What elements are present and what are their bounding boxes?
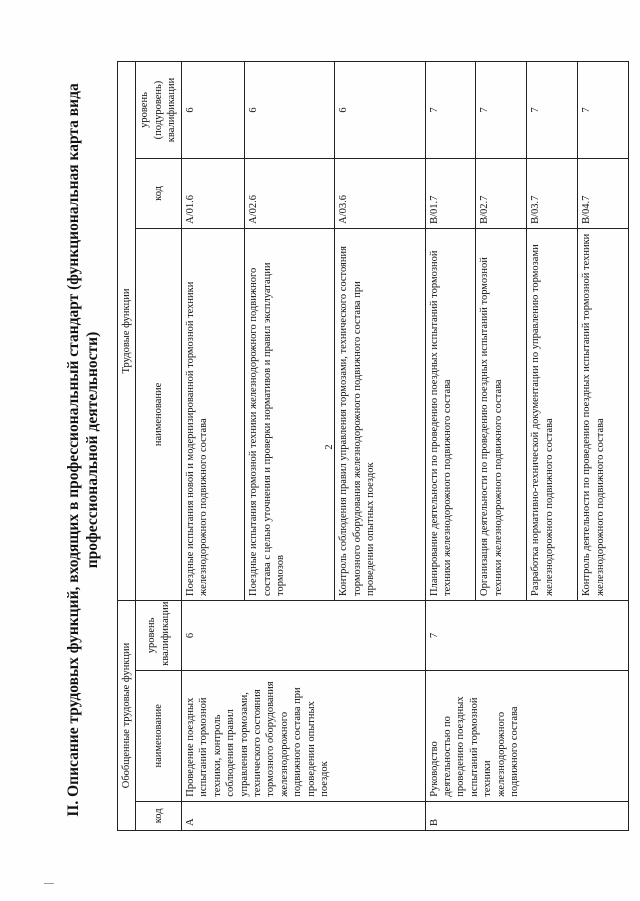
col-header-level: уровень квалификации (136, 600, 181, 670)
col-header-code: код (136, 801, 181, 830)
table-row (181, 62, 244, 831)
function-level-cell: 7 (527, 62, 578, 159)
functional-map-table (117, 61, 629, 831)
function-name-cell: Контроль деятельности по проведению поездных испытаний тормозной техники железнодорожного подвижного состава (578, 228, 629, 600)
table-header-row-group (118, 62, 136, 831)
function-level-cell: 7 (578, 62, 629, 159)
function-code-cell: A/01.6 (181, 159, 244, 229)
group-name-cell: Руководство деятельностью по проведению поездных испытаний тормозной техники железнодорожного подвижного состава (425, 670, 628, 801)
function-name-cell: Разработка нормативно-технической документации по управлению тормозами железнодорожного подвижного состава (527, 228, 578, 600)
section-title: II. Описание трудовых функций, входящих в профессиональный стандарт (функциональная карта вида профессиональной деятельности) (65, 83, 101, 817)
function-code-cell: B/04.7 (578, 159, 629, 229)
page-number: 2 (324, 444, 335, 450)
col-header-tf-name: наименование (136, 228, 181, 600)
function-level-cell: 7 (476, 62, 527, 159)
function-code-cell: A/02.6 (245, 159, 335, 229)
function-code-cell: B/02.7 (476, 159, 527, 229)
table-row (425, 62, 476, 831)
table-header-row-columns (136, 62, 181, 831)
group-level-cell: 6 (181, 600, 425, 670)
function-level-cell: 7 (425, 62, 476, 159)
function-name-cell: Организация деятельности по проведению поездных испытаний тормозной техники железнодорожного подвижного состава (476, 228, 527, 600)
function-name-cell: Планирование деятельности по проведению поездных испытаний тормозной техники железнодорожного подвижного состава (425, 228, 476, 600)
function-name-cell: Контроль соблюдения правил управления тормозами, технического состояния тормозного оборудования железнодорожного подвижного состава при проведении опытных поездок (335, 228, 425, 600)
function-level-cell: 6 (245, 62, 335, 159)
function-level-cell: 6 (181, 62, 244, 159)
col-header-tf-level: уровень (подуровень) квалификации (136, 62, 181, 159)
function-code-cell: B/01.7 (425, 159, 476, 229)
functional-map-table-wrapper (117, 61, 629, 831)
function-name-cell: Поездные испытания новой и модернизированной тормозной техники железнодорожного подвижного состава (181, 228, 244, 600)
group-code-cell: В (425, 801, 628, 830)
group-name-cell: Проведение поездных испытаний тормозной техники, контроль соблюдения правил управления тормозами, технического состояния тормозного оборудования железнодорожного подвижного состава при проведении опытных поездок (181, 670, 425, 801)
function-code-cell: A/03.6 (335, 159, 425, 229)
col-header-tf-code: код (136, 159, 181, 229)
group-code-cell: А (181, 801, 425, 830)
function-level-cell: 6 (335, 62, 425, 159)
function-code-cell: B/03.7 (527, 159, 578, 229)
scan-mark (44, 883, 54, 884)
group-level-cell: 7 (425, 600, 628, 670)
function-name-cell: Поездные испытания тормозной техники железнодорожного подвижного состава с целью уточнения и проверки нормативов и правил эксплуатации тормозов (245, 228, 335, 600)
generalized-functions-header: Обобщенные трудовые функции (118, 600, 136, 830)
labor-functions-header: Трудовые функции (118, 62, 136, 601)
col-header-name: наименование (136, 670, 181, 801)
